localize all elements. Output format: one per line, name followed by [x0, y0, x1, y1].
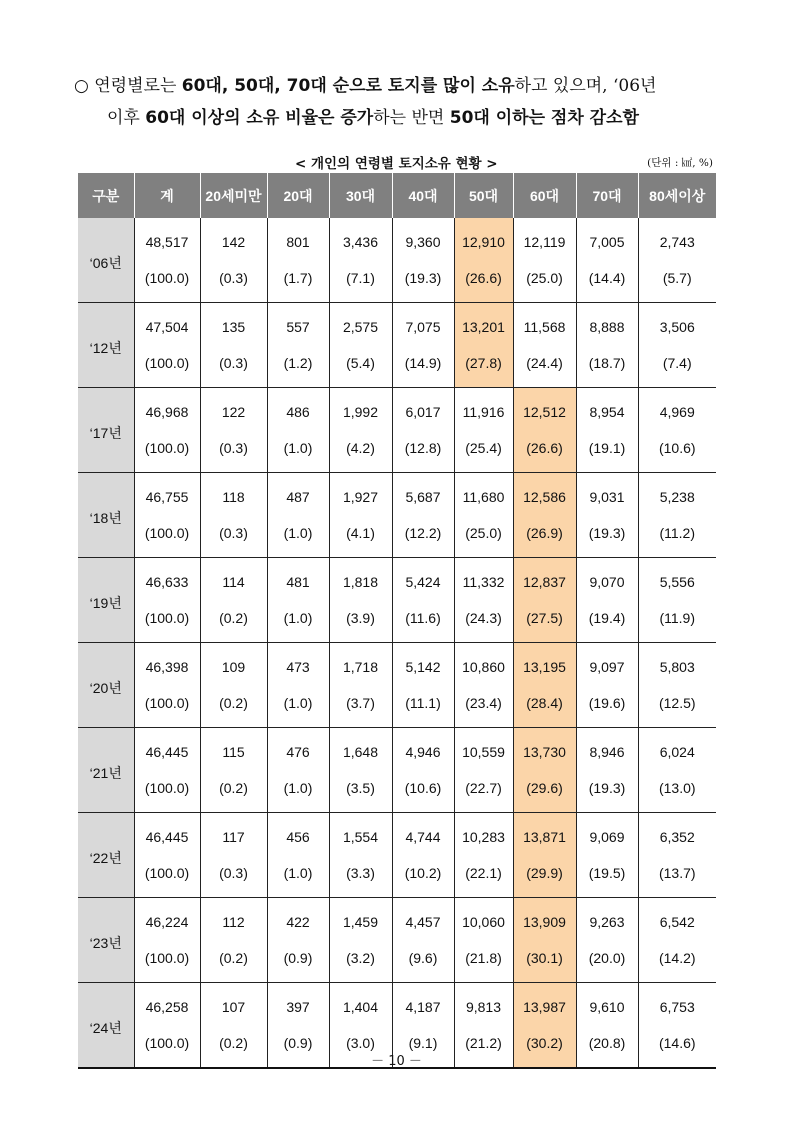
percent-cell: (25.4)	[454, 430, 513, 473]
value-cell: 10,060	[454, 898, 513, 941]
value-cell: 456	[267, 813, 329, 856]
value-cell: 473	[267, 643, 329, 686]
column-header: 60대	[513, 173, 576, 218]
value-cell: 2,575	[329, 303, 392, 346]
table-row	[78, 303, 716, 346]
year-cell: ‘24년	[78, 983, 134, 1069]
value-cell: 5,424	[392, 558, 454, 601]
value-cell: 9,097	[576, 643, 638, 686]
percent-cell: (100.0)	[134, 430, 200, 473]
percent-cell: (3.7)	[329, 685, 392, 728]
value-cell: 7,005	[576, 218, 638, 260]
percent-cell: (26.9)	[513, 515, 576, 558]
value-cell: 48,517	[134, 218, 200, 260]
value-cell: 1,718	[329, 643, 392, 686]
value-cell: 6,753	[638, 983, 716, 1026]
value-cell: 135	[200, 303, 267, 346]
column-header: 20세미만	[200, 173, 267, 218]
bullet-marker: ○	[74, 76, 89, 96]
value-cell: 9,069	[576, 813, 638, 856]
summary-segment: 60대 이상의 소유 비율은 증가	[145, 108, 374, 128]
percent-cell: (10.6)	[638, 430, 716, 473]
value-cell: 114	[200, 558, 267, 601]
percent-cell: (1.0)	[267, 430, 329, 473]
value-cell: 10,283	[454, 813, 513, 856]
year-cell: ‘17년	[78, 388, 134, 473]
value-cell: 11,916	[454, 388, 513, 431]
year-cell: ‘22년	[78, 813, 134, 898]
value-cell: 1,927	[329, 473, 392, 516]
value-cell: 12,586	[513, 473, 576, 516]
table-header-row	[78, 173, 716, 218]
value-cell: 11,332	[454, 558, 513, 601]
percent-cell: (0.3)	[200, 260, 267, 303]
percent-cell: (14.4)	[576, 260, 638, 303]
percent-cell: (9.1)	[392, 1025, 454, 1068]
value-cell: 9,070	[576, 558, 638, 601]
percent-cell: (11.2)	[638, 515, 716, 558]
percent-cell: (13.7)	[638, 855, 716, 898]
summary-line-1	[74, 70, 724, 102]
table-body	[78, 218, 716, 1068]
value-cell: 12,119	[513, 218, 576, 260]
value-cell: 10,559	[454, 728, 513, 771]
value-cell: 11,568	[513, 303, 576, 346]
column-header: 40대	[392, 173, 454, 218]
percent-cell: (14.2)	[638, 940, 716, 983]
year-cell: ‘20년	[78, 643, 134, 728]
value-cell: 13,195	[513, 643, 576, 686]
percent-cell: (0.2)	[200, 1025, 267, 1068]
value-cell: 5,556	[638, 558, 716, 601]
percent-cell: (23.4)	[454, 685, 513, 728]
percent-cell: (1.0)	[267, 685, 329, 728]
table-row-percent	[78, 345, 716, 388]
percent-cell: (13.0)	[638, 770, 716, 813]
percent-cell: (0.9)	[267, 1025, 329, 1068]
percent-cell: (0.9)	[267, 940, 329, 983]
value-cell: 46,633	[134, 558, 200, 601]
value-cell: 117	[200, 813, 267, 856]
percent-cell: (100.0)	[134, 515, 200, 558]
year-cell: ‘23년	[78, 898, 134, 983]
value-cell: 1,992	[329, 388, 392, 431]
percent-cell: (20.0)	[576, 940, 638, 983]
percent-cell: (19.5)	[576, 855, 638, 898]
percent-cell: (1.0)	[267, 855, 329, 898]
value-cell: 13,871	[513, 813, 576, 856]
percent-cell: (25.0)	[454, 515, 513, 558]
table-unit: (단위 : ㎢, %)	[647, 157, 713, 169]
table-row	[78, 643, 716, 686]
percent-cell: (12.2)	[392, 515, 454, 558]
value-cell: 422	[267, 898, 329, 941]
value-cell: 3,436	[329, 218, 392, 260]
percent-cell: (100.0)	[134, 855, 200, 898]
percent-cell: (10.6)	[392, 770, 454, 813]
percent-cell: (0.2)	[200, 770, 267, 813]
value-cell: 46,445	[134, 728, 200, 771]
percent-cell: (7.4)	[638, 345, 716, 388]
percent-cell: (12.5)	[638, 685, 716, 728]
percent-cell: (100.0)	[134, 600, 200, 643]
percent-cell: (9.6)	[392, 940, 454, 983]
percent-cell: (26.6)	[513, 430, 576, 473]
value-cell: 142	[200, 218, 267, 260]
percent-cell: (4.2)	[329, 430, 392, 473]
value-cell: 4,457	[392, 898, 454, 941]
percent-cell: (100.0)	[134, 685, 200, 728]
percent-cell: (29.6)	[513, 770, 576, 813]
summary-line-2	[74, 102, 724, 134]
percent-cell: (14.6)	[638, 1025, 716, 1068]
percent-cell: (30.2)	[513, 1025, 576, 1068]
value-cell: 6,542	[638, 898, 716, 941]
value-cell: 46,445	[134, 813, 200, 856]
table-row-percent	[78, 940, 716, 983]
value-cell: 481	[267, 558, 329, 601]
percent-cell: (19.6)	[576, 685, 638, 728]
value-cell: 801	[267, 218, 329, 260]
page-number: － 10 －	[371, 1054, 422, 1069]
percent-cell: (100.0)	[134, 770, 200, 813]
value-cell: 486	[267, 388, 329, 431]
column-header: 70대	[576, 173, 638, 218]
value-cell: 397	[267, 983, 329, 1026]
table-caption: < 개인의 연령별 토지소유 현황 >	[295, 156, 498, 172]
value-cell: 13,201	[454, 303, 513, 346]
value-cell: 5,687	[392, 473, 454, 516]
summary-segment: 50대 이하는 점차 감소함	[449, 108, 639, 128]
value-cell: 1,404	[329, 983, 392, 1026]
summary-segment: 60대, 50대, 70대 순으로 토지를 많이 소유	[181, 76, 515, 96]
percent-cell: (25.0)	[513, 260, 576, 303]
percent-cell: (3.3)	[329, 855, 392, 898]
percent-cell: (0.2)	[200, 600, 267, 643]
percent-cell: (1.0)	[267, 770, 329, 813]
value-cell: 47,504	[134, 303, 200, 346]
value-cell: 8,954	[576, 388, 638, 431]
table-row-percent	[78, 855, 716, 898]
value-cell: 122	[200, 388, 267, 431]
value-cell: 6,024	[638, 728, 716, 771]
value-cell: 4,744	[392, 813, 454, 856]
percent-cell: (21.2)	[454, 1025, 513, 1068]
table-row-percent	[78, 600, 716, 643]
year-cell: ‘12년	[78, 303, 134, 388]
percent-cell: (27.8)	[454, 345, 513, 388]
percent-cell: (1.0)	[267, 600, 329, 643]
percent-cell: (10.2)	[392, 855, 454, 898]
percent-cell: (27.5)	[513, 600, 576, 643]
value-cell: 7,075	[392, 303, 454, 346]
value-cell: 5,803	[638, 643, 716, 686]
value-cell: 13,909	[513, 898, 576, 941]
value-cell: 9,813	[454, 983, 513, 1026]
summary-segment: 이후	[107, 108, 146, 128]
value-cell: 557	[267, 303, 329, 346]
percent-cell: (1.0)	[267, 515, 329, 558]
percent-cell: (18.7)	[576, 345, 638, 388]
column-header: 80세이상	[638, 173, 716, 218]
value-cell: 46,755	[134, 473, 200, 516]
value-cell: 12,837	[513, 558, 576, 601]
value-cell: 2,743	[638, 218, 716, 260]
percent-cell: (19.3)	[576, 770, 638, 813]
table-row	[78, 558, 716, 601]
value-cell: 107	[200, 983, 267, 1026]
percent-cell: (19.1)	[576, 430, 638, 473]
year-cell: ‘19년	[78, 558, 134, 643]
land-ownership-table	[78, 173, 716, 1069]
summary-segment: 연령별로는	[94, 76, 182, 96]
value-cell: 5,238	[638, 473, 716, 516]
column-header: 50대	[454, 173, 513, 218]
percent-cell: (11.6)	[392, 600, 454, 643]
value-cell: 1,554	[329, 813, 392, 856]
table-row	[78, 473, 716, 516]
percent-cell: (1.7)	[267, 260, 329, 303]
percent-cell: (100.0)	[134, 1025, 200, 1068]
percent-cell: (26.6)	[454, 260, 513, 303]
percent-cell: (19.4)	[576, 600, 638, 643]
table-row	[78, 218, 716, 260]
table-row	[78, 388, 716, 431]
value-cell: 109	[200, 643, 267, 686]
percent-cell: (100.0)	[134, 345, 200, 388]
value-cell: 4,187	[392, 983, 454, 1026]
percent-cell: (1.2)	[267, 345, 329, 388]
value-cell: 1,459	[329, 898, 392, 941]
value-cell: 1,818	[329, 558, 392, 601]
table-row	[78, 898, 716, 941]
percent-cell: (0.3)	[200, 515, 267, 558]
percent-cell: (11.9)	[638, 600, 716, 643]
percent-cell: (19.3)	[392, 260, 454, 303]
year-cell: ‘21년	[78, 728, 134, 813]
percent-cell: (4.1)	[329, 515, 392, 558]
column-header: 30대	[329, 173, 392, 218]
value-cell: 1,648	[329, 728, 392, 771]
value-cell: 115	[200, 728, 267, 771]
summary-segment: 하는 반면	[373, 108, 450, 128]
percent-cell: (0.3)	[200, 855, 267, 898]
value-cell: 13,730	[513, 728, 576, 771]
percent-cell: (24.3)	[454, 600, 513, 643]
percent-cell: (7.1)	[329, 260, 392, 303]
summary-segment: 하고 있으며, ‘06년	[514, 76, 657, 96]
percent-cell: (20.8)	[576, 1025, 638, 1068]
year-cell: ‘18년	[78, 473, 134, 558]
percent-cell: (30.1)	[513, 940, 576, 983]
value-cell: 11,680	[454, 473, 513, 516]
percent-cell: (3.2)	[329, 940, 392, 983]
percent-cell: (3.0)	[329, 1025, 392, 1068]
table-row	[78, 728, 716, 771]
value-cell: 13,987	[513, 983, 576, 1026]
percent-cell: (0.3)	[200, 430, 267, 473]
table-row-percent	[78, 515, 716, 558]
percent-cell: (3.9)	[329, 600, 392, 643]
table-row-percent	[78, 685, 716, 728]
percent-cell: (100.0)	[134, 940, 200, 983]
percent-cell: (21.8)	[454, 940, 513, 983]
value-cell: 8,946	[576, 728, 638, 771]
percent-cell: (3.5)	[329, 770, 392, 813]
value-cell: 112	[200, 898, 267, 941]
percent-cell: (22.7)	[454, 770, 513, 813]
value-cell: 5,142	[392, 643, 454, 686]
percent-cell: (0.2)	[200, 940, 267, 983]
value-cell: 8,888	[576, 303, 638, 346]
value-cell: 476	[267, 728, 329, 771]
percent-cell: (11.1)	[392, 685, 454, 728]
year-cell: ‘06년	[78, 218, 134, 303]
table-row-percent	[78, 260, 716, 303]
percent-cell: (12.8)	[392, 430, 454, 473]
table-row	[78, 983, 716, 1026]
value-cell: 10,860	[454, 643, 513, 686]
percent-cell: (22.1)	[454, 855, 513, 898]
value-cell: 46,398	[134, 643, 200, 686]
value-cell: 46,224	[134, 898, 200, 941]
column-header: 계	[134, 173, 200, 218]
value-cell: 12,910	[454, 218, 513, 260]
percent-cell: (24.4)	[513, 345, 576, 388]
value-cell: 4,946	[392, 728, 454, 771]
column-header: 20대	[267, 173, 329, 218]
column-header: 구분	[78, 173, 134, 218]
value-cell: 9,263	[576, 898, 638, 941]
value-cell: 46,968	[134, 388, 200, 431]
summary-bullet	[74, 70, 724, 134]
table-row-percent	[78, 770, 716, 813]
value-cell: 487	[267, 473, 329, 516]
percent-cell: (19.3)	[576, 515, 638, 558]
percent-cell: (28.4)	[513, 685, 576, 728]
value-cell: 9,031	[576, 473, 638, 516]
percent-cell: (5.7)	[638, 260, 716, 303]
percent-cell: (0.3)	[200, 345, 267, 388]
percent-cell: (0.2)	[200, 685, 267, 728]
value-cell: 9,360	[392, 218, 454, 260]
value-cell: 3,506	[638, 303, 716, 346]
value-cell: 46,258	[134, 983, 200, 1026]
table-row-percent	[78, 430, 716, 473]
value-cell: 6,352	[638, 813, 716, 856]
table-row	[78, 813, 716, 856]
value-cell: 6,017	[392, 388, 454, 431]
percent-cell: (29.9)	[513, 855, 576, 898]
value-cell: 12,512	[513, 388, 576, 431]
value-cell: 4,969	[638, 388, 716, 431]
percent-cell: (100.0)	[134, 260, 200, 303]
value-cell: 9,610	[576, 983, 638, 1026]
value-cell: 118	[200, 473, 267, 516]
percent-cell: (14.9)	[392, 345, 454, 388]
percent-cell: (5.4)	[329, 345, 392, 388]
